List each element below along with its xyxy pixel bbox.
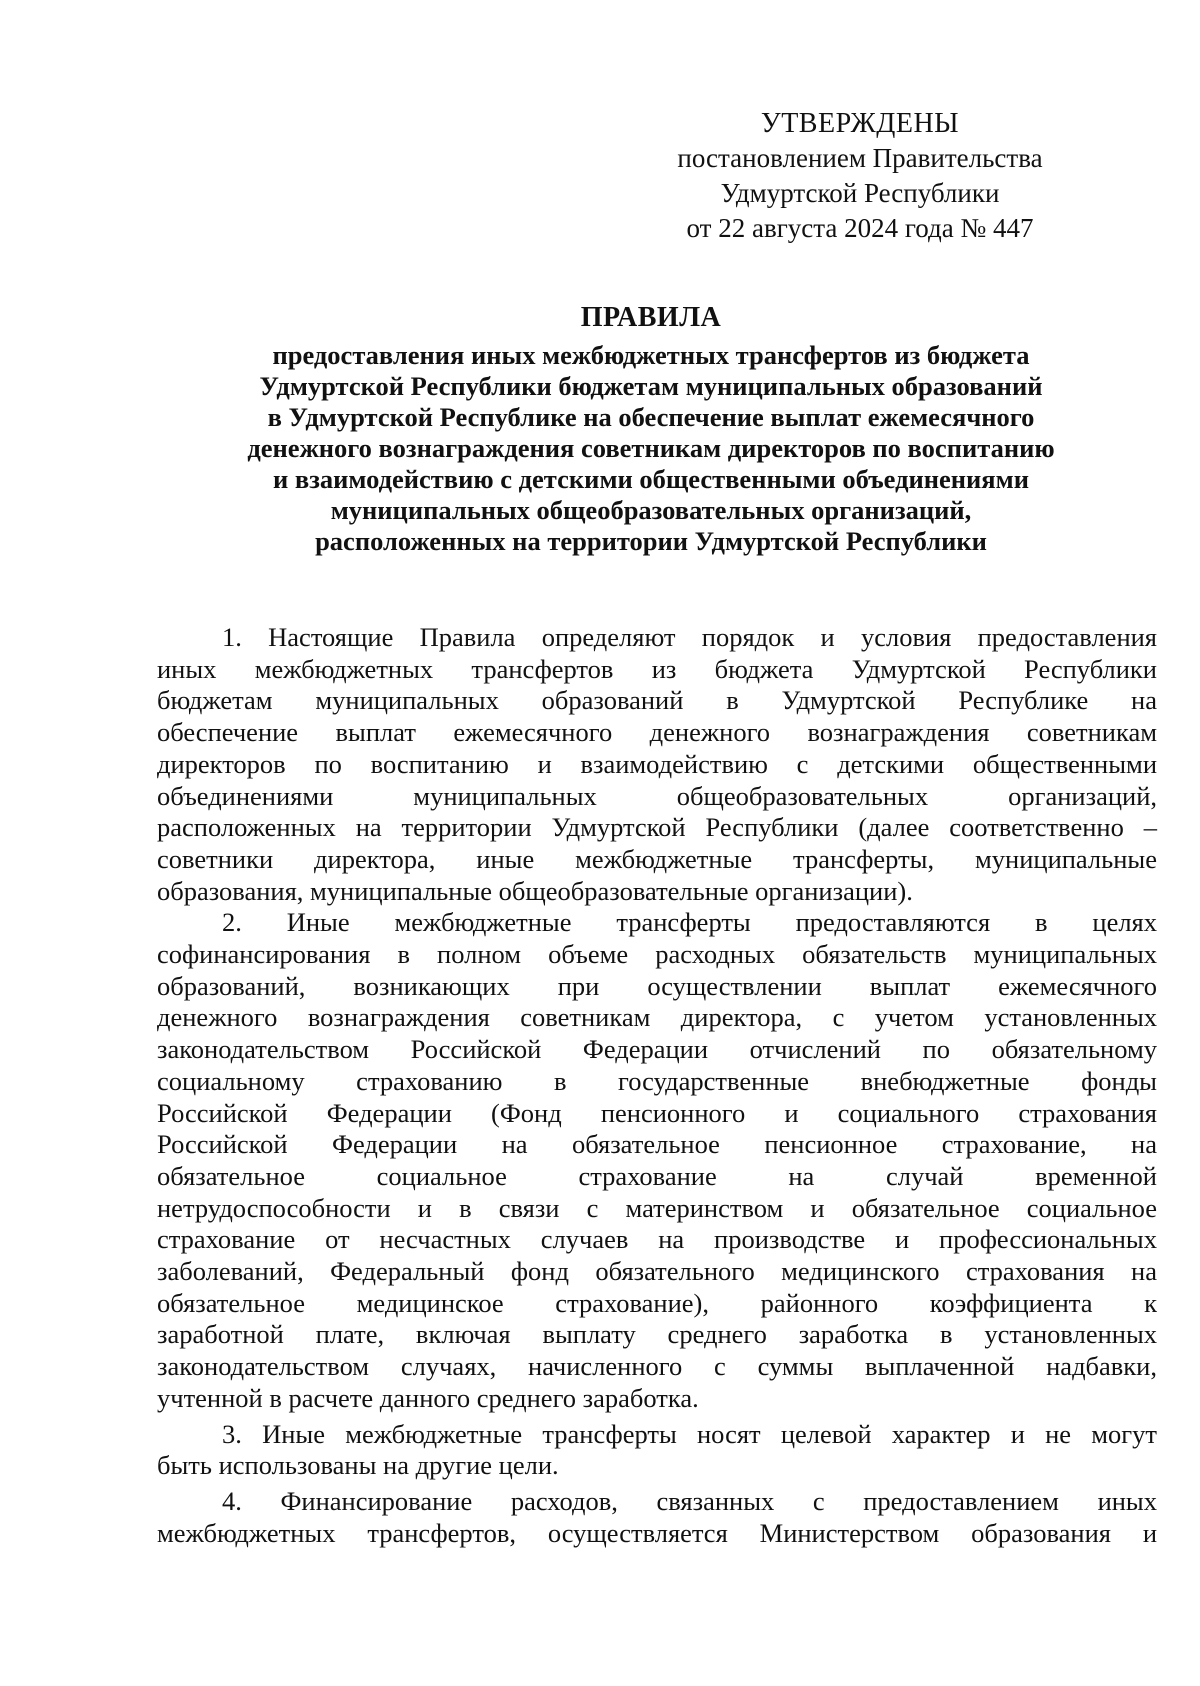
paragraph-line: обязательное социальное страхование на случай временной	[157, 1160, 1157, 1191]
document-subtitle-line: в Удмуртской Республике на обеспечение выплат ежемесячного	[267, 402, 1035, 432]
paragraph-line: учтенной в расчете данного среднего заработка.	[157, 1382, 699, 1413]
paragraph-line: бюджетам муниципальных образований в Удмуртской Республике на	[157, 685, 1157, 716]
approval-line: постановлением Правительства	[677, 143, 1043, 173]
paragraph-line: 4. Финансирование расходов, связанных с предоставлением иных	[222, 1485, 1157, 1516]
approval-line: от 22 августа 2024 года № 447	[686, 213, 1034, 243]
paragraph-line: Российской Федерации (Фонд пенсионного и социального страхования	[157, 1097, 1157, 1128]
paragraph-line: иных межбюджетных трансфертов из бюджета Удмуртской Республики	[157, 653, 1157, 684]
approval-stamp	[640, 106, 1080, 246]
paragraph-line: образований, возникающих при осуществлении выплат ежемесячного	[157, 970, 1157, 1001]
paragraph-line: социальному страхованию в государственные внебюджетные фонды	[157, 1065, 1157, 1096]
document-subtitle-line: денежного вознаграждения советникам директоров по воспитанию	[247, 433, 1055, 463]
paragraph-line: нетрудоспособности и в связи с материнством и обязательное социальное	[157, 1192, 1157, 1223]
document-subtitle-line: расположенных на территории Удмуртской Республики	[315, 526, 987, 556]
paragraph-line: советники директора, иные межбюджетные трансферты, муниципальные	[157, 843, 1157, 874]
paragraph-line: заработной плате, включая выплату среднего заработка в установленных	[157, 1319, 1157, 1350]
paragraph-line: заболеваний, Федеральный фонд обязательного медицинского страхования на	[157, 1256, 1157, 1287]
document-title-block	[150, 300, 1152, 557]
paragraph-line: расположенных на территории Удмуртской Республики (далее соответственно –	[157, 812, 1157, 843]
paragraph-line: межбюджетных трансфертов, осуществляется Министерством образования и	[157, 1517, 1157, 1548]
approval-heading: УТВЕРЖДЕНЫ	[760, 108, 960, 139]
paragraph-1	[157, 622, 1157, 907]
document-subtitle-line: Удмуртской Республики бюджетам муниципальных образований	[259, 371, 1043, 401]
paragraph-line: денежного вознаграждения советникам директора, с учетом установленных	[157, 1002, 1157, 1033]
paragraph-line: страхование от несчастных случаев на производстве и профессиональных	[157, 1224, 1157, 1255]
paragraph-line: обязательное медицинское страхование), районного коэффициента к	[157, 1287, 1157, 1318]
paragraph-line: Российской Федерации на обязательное пенсионное страхование, на	[157, 1129, 1157, 1160]
paragraph-2	[157, 907, 1157, 1414]
paragraph-3	[157, 1419, 1157, 1482]
paragraph-line: софинансирования в полном объеме расходных обязательств муниципальных	[157, 939, 1157, 970]
approval-line: Удмуртской Республики	[720, 178, 1000, 208]
paragraph-4	[157, 1486, 1157, 1549]
document-subtitle-line: предоставления иных межбюджетных трансфертов из бюджета	[272, 340, 1030, 370]
paragraph-line: законодательством случаях, начисленного с суммы выплаченной надбавки,	[157, 1351, 1157, 1382]
document-title: ПРАВИЛА	[580, 302, 722, 333]
document-subtitle-line: муниципальных общеобразовательных организаций,	[330, 495, 972, 525]
paragraph-line: законодательством Российской Федерации отчислений по обязательному	[157, 1034, 1157, 1065]
paragraph-line: директоров по воспитанию и взаимодействию с детскими общественными	[157, 748, 1157, 779]
paragraph-line: обеспечение выплат ежемесячного денежного вознаграждения советникам	[157, 717, 1157, 748]
document-body	[157, 622, 1157, 1549]
paragraph-line: образования, муниципальные общеобразовательные организации).	[157, 875, 913, 906]
document-subtitle-line: и взаимодействию с детскими общественными объединениями	[273, 464, 1029, 494]
paragraph-line: 2. Иные межбюджетные трансферты предоставляются в целях	[222, 907, 1157, 938]
paragraph-line: объединениями муниципальных общеобразовательных организаций,	[157, 780, 1157, 811]
paragraph-line: 3. Иные межбюджетные трансферты носят целевой характер и не могут	[222, 1418, 1157, 1449]
paragraph-line: быть использованы на другие цели.	[157, 1450, 559, 1481]
paragraph-line: 1. Настоящие Правила определяют порядок и условия предоставления	[222, 622, 1157, 652]
